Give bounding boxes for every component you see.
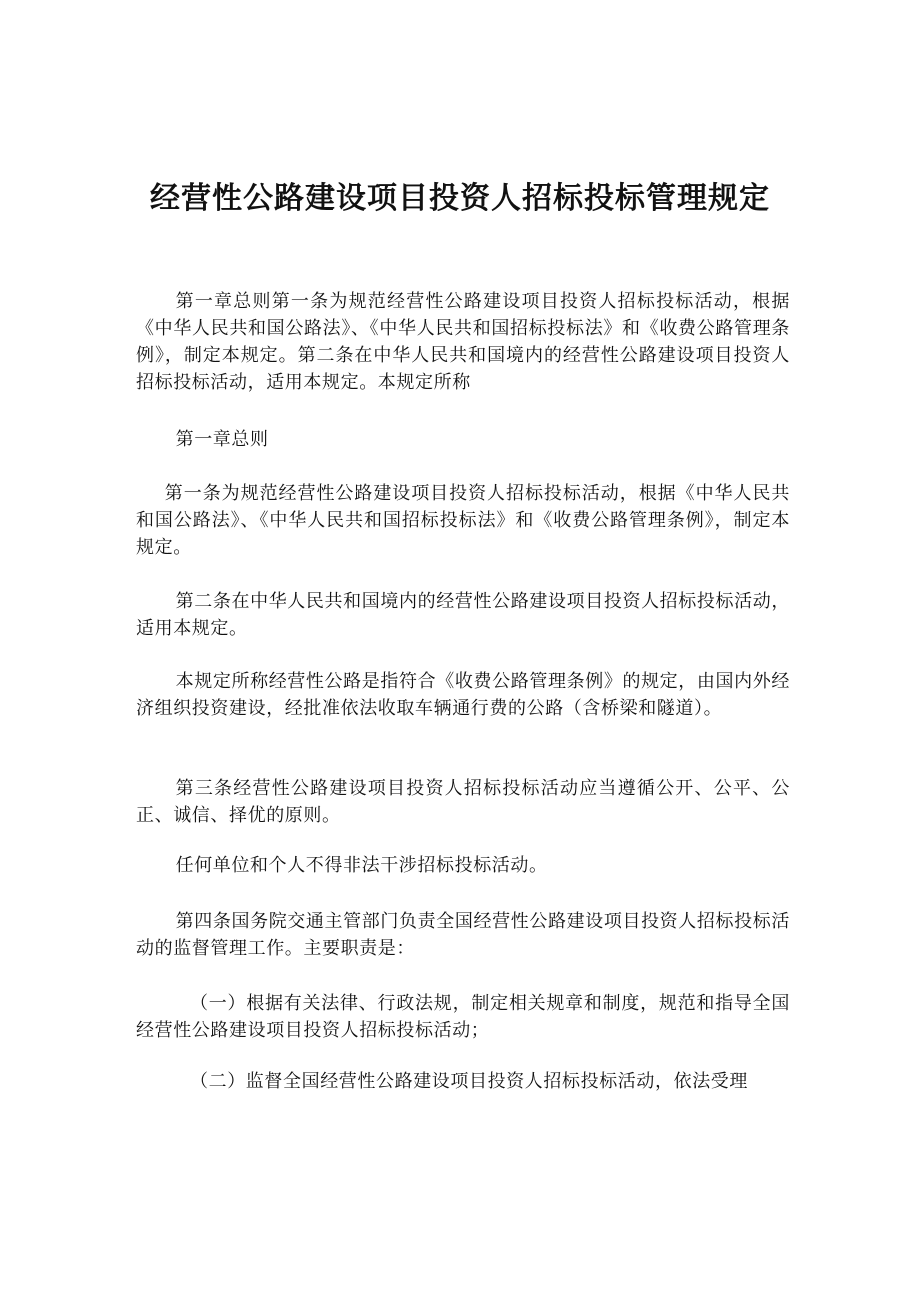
article-2-definition: 本规定所称经营性公路是指符合《收费公路管理条例》的规定，由国内外经济组织投资建设，经批准依法收取车辆通行费的公路（含桥梁和隧道）。: [136, 671, 790, 719]
article-3-clause: 任何单位和个人不得非法干涉招标投标活动。: [175, 855, 548, 876]
document-title: 经营性公路建设项目投资人招标投标管理规定: [150, 181, 770, 216]
paragraph-summary: 第一章总则第一条为规范经营性公路建设项目投资人招标投标活动，根据《中华人民共和国公路法》、《中华人民共和国招标投标法》和《收费公路管理条例》，制定本规定。第二条在中华人民共和国境内的经营性公路建设项目投资人招标投标活动，适用本规定。本规定所称: [136, 291, 790, 393]
chapter-heading: 第一章总则: [175, 429, 269, 450]
article-1: 第一条为规范经营性公路建设项目投资人招标投标活动，根据《中华人民共和国公路法》、《中华人民共和国招标投标法》和《收费公路管理条例》，制定本规定。: [136, 483, 790, 558]
article-4: 第四条国务院交通主管部门负责全国经营性公路建设项目投资人招标投标活动的监督管理工作。主要职责是：: [136, 911, 790, 959]
article-4-item-2: （二）监督全国经营性公路建设项目投资人招标投标活动，依法受理: [190, 1071, 748, 1092]
article-3: 第三条经营性公路建设项目投资人招标投标活动应当遵循公开、公平、公正、诚信、择优的原则。: [136, 778, 790, 826]
article-2: 第二条在中华人民共和国境内的经营性公路建设项目投资人招标投标活动，适用本规定。: [136, 591, 790, 639]
article-4-item-1: （一）根据有关法律、行政法规，制定相关规章和制度，规范和指导全国经营性公路建设项目投资人招标投标活动；: [136, 993, 790, 1041]
